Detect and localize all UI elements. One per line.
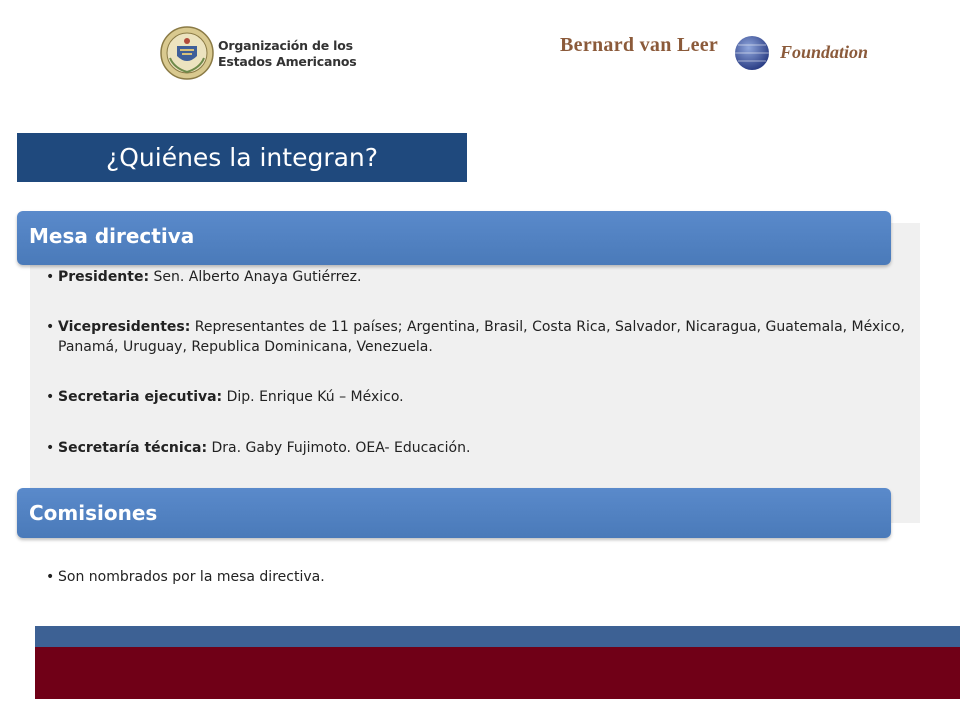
list-item <box>46 267 906 287</box>
item-label: Secretaría técnica: <box>58 440 208 456</box>
footer-band-red <box>35 647 960 699</box>
section-header-mesa-directiva <box>17 211 891 265</box>
footer-band-blue <box>35 626 960 647</box>
item-text: Dip. Enrique Kú – México. <box>222 389 404 405</box>
list-item <box>46 567 906 587</box>
item-label: Vicepresidentes: <box>58 319 191 335</box>
page-title <box>17 133 467 182</box>
item-label: Secretaria ejecutiva: <box>58 389 223 405</box>
oas-name-line1: Organización de los <box>218 38 353 53</box>
comisiones-list <box>46 567 906 587</box>
list-item <box>46 317 906 357</box>
page-title-text: ¿Quiénes la integran? <box>105 143 379 172</box>
item-text: Dra. Gaby Fujimoto. OEA- Educación. <box>207 440 471 456</box>
section-header-label: Comisiones <box>29 501 158 525</box>
oas-name-line2: Estados Americanos <box>218 54 357 69</box>
item-label: Presidente: <box>58 269 150 285</box>
oas-logo <box>160 26 360 80</box>
item-text: Sen. Alberto Anaya Gutiérrez. <box>149 269 362 285</box>
section-header-label: Mesa directiva <box>29 224 195 248</box>
item-text: Son nombrados por la mesa directiva. <box>58 569 325 585</box>
item-text: Representantes de 11 países; Argentina, Brasil, Costa Rica, Salvador, Nicaragua, Guatemala, México, Panamá, Uruguay, Republica Dominicana, Venezuela. <box>58 319 905 355</box>
mesa-directiva-list <box>46 267 906 458</box>
globe-icon <box>734 35 770 71</box>
section-header-comisiones <box>17 488 891 538</box>
oas-seal-icon <box>160 26 214 80</box>
oas-name <box>218 38 357 70</box>
list-item <box>46 438 906 458</box>
bvl-foundation: Foundation <box>780 42 869 62</box>
bvl-name: Bernard van Leer <box>560 34 719 56</box>
bvl-logo <box>558 30 888 74</box>
list-item <box>46 387 906 407</box>
